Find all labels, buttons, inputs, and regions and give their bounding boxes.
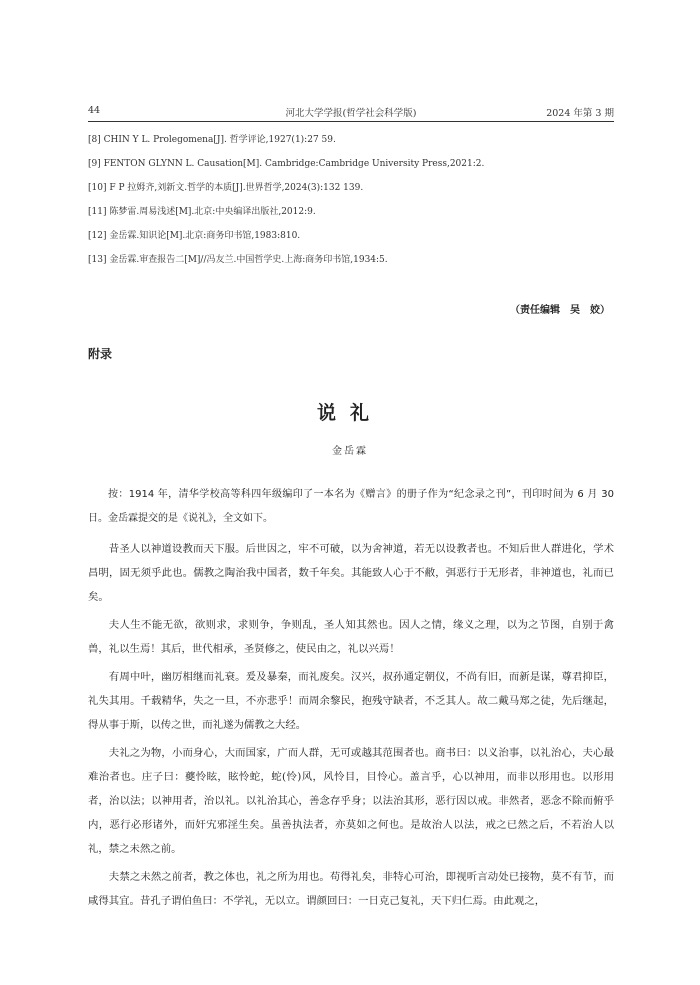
journal-title: 河北大学学报(哲学社会科学版)	[285, 108, 417, 119]
body-paragraph: 夫礼之为物，小而身心，大而国家，广而人群，无可或越其范围者也。商书曰：以义治事，以礼治心，夫心最难治者也。庄子曰：夔怜眩，眩怜蛇，蛇(怜)风，风怜目，目怜心。盖言乎，心以神用，而非以形用也。以形用者，治以法；以神用者，治以礼。以礼治其心，善念存乎身；以法治其形，恶行因以戒。非然者，恶念不除而俯乎内，恶行必形诸外，而奸宄邪淫生矣。虽善执法者，亦莫如之何也。是故治人以法，戒之已然之后，不若治人以礼，禁之未然之前。	[88, 747, 614, 855]
body-paragraph: 有周中叶，幽厉相继而礼衰。爰及暴秦，而礼废矣。汉兴，叔孙通定朝仪，不尚有旧，而新是谋，尊君抑臣，礼失其用。千载精华，失之一旦，不亦悲乎！而周余黎民，抱残守缺者，不乏其人。故二戴马郑之徒，先后继起，得从事于斯，以传之世，而礼遂为儒教之大经。	[88, 671, 614, 731]
header-rule	[88, 121, 614, 122]
issue-number: 2024 年第 3 期	[546, 108, 614, 119]
body-paragraph: 夫禁之未然之前者，教之体也，礼之所为用也。苟得礼矣，非特心可治，即视听言动处已接物，莫不有节，而咸得其宜。昔孔子谓伯鱼曰：不学礼，无以立。谓颜回曰：一日克己复礼，天下归仁焉。由此观之，	[88, 871, 614, 907]
article-title: 说礼	[316, 402, 383, 424]
reference-list	[88, 133, 614, 277]
body-paragraph: 夫人生不能无欲，欲则求，求则争，争则乱，圣人知其然也。因人之情，缘义之理，以为之节图，自别于禽兽，礼以生焉！其后，世代相承，圣贤修之，使民由之，礼以兴焉！	[88, 619, 614, 655]
body-paragraph: 昔圣人以神道设教而天下服。后世因之，牢不可破，以为舍神道，若无以设教者也。不知后世人群进化，学术昌明，固无须乎此也。儒教之陶治我中国者，数千年矣。其能致人心于不敝，弭恶行于无形者，非神道也，礼而已矣。	[88, 543, 614, 603]
page-number: 44	[88, 105, 101, 116]
responsible-editor: （责任编辑 吴 姣）	[510, 305, 610, 316]
appendix-heading: 附录	[88, 347, 113, 361]
reference-item: [9] FENTON GLYNN L. Causation[M]. Cambridge:Cambridge University Press,2021:2.	[88, 159, 485, 169]
editorial-note: 按：1914 年，清华学校高等科四年级编印了一本名为《赠言》的册子作为“纪念录之刊”，刊印时间为 6 月 30 日。金岳霖提交的是《说礼》，全文如下。	[88, 489, 614, 524]
reference-item: [11] 陈梦雷.周易浅述[M].北京:中央编译出版社,2012:9.	[88, 207, 316, 217]
reference-item: [10] F P 拉姆齐,刘新文.哲学的本质[J].世界哲学,2024(3):132 139.	[88, 183, 364, 193]
reference-item: [13] 金岳霖.审查报告二[M]//冯友兰.中国哲学史.上海:商务印书馆,1934:5.	[88, 255, 388, 265]
reference-item: [12] 金岳霖.知识论[M].北京:商务印书馆,1983:810.	[88, 231, 301, 241]
article-author: 金岳霖	[332, 446, 368, 457]
running-header	[88, 105, 614, 121]
article-body	[88, 483, 614, 917]
reference-item: [8] CHIN Y L. Prolegomena[J]. 哲学评论,1927(1):27 59.	[88, 135, 336, 145]
